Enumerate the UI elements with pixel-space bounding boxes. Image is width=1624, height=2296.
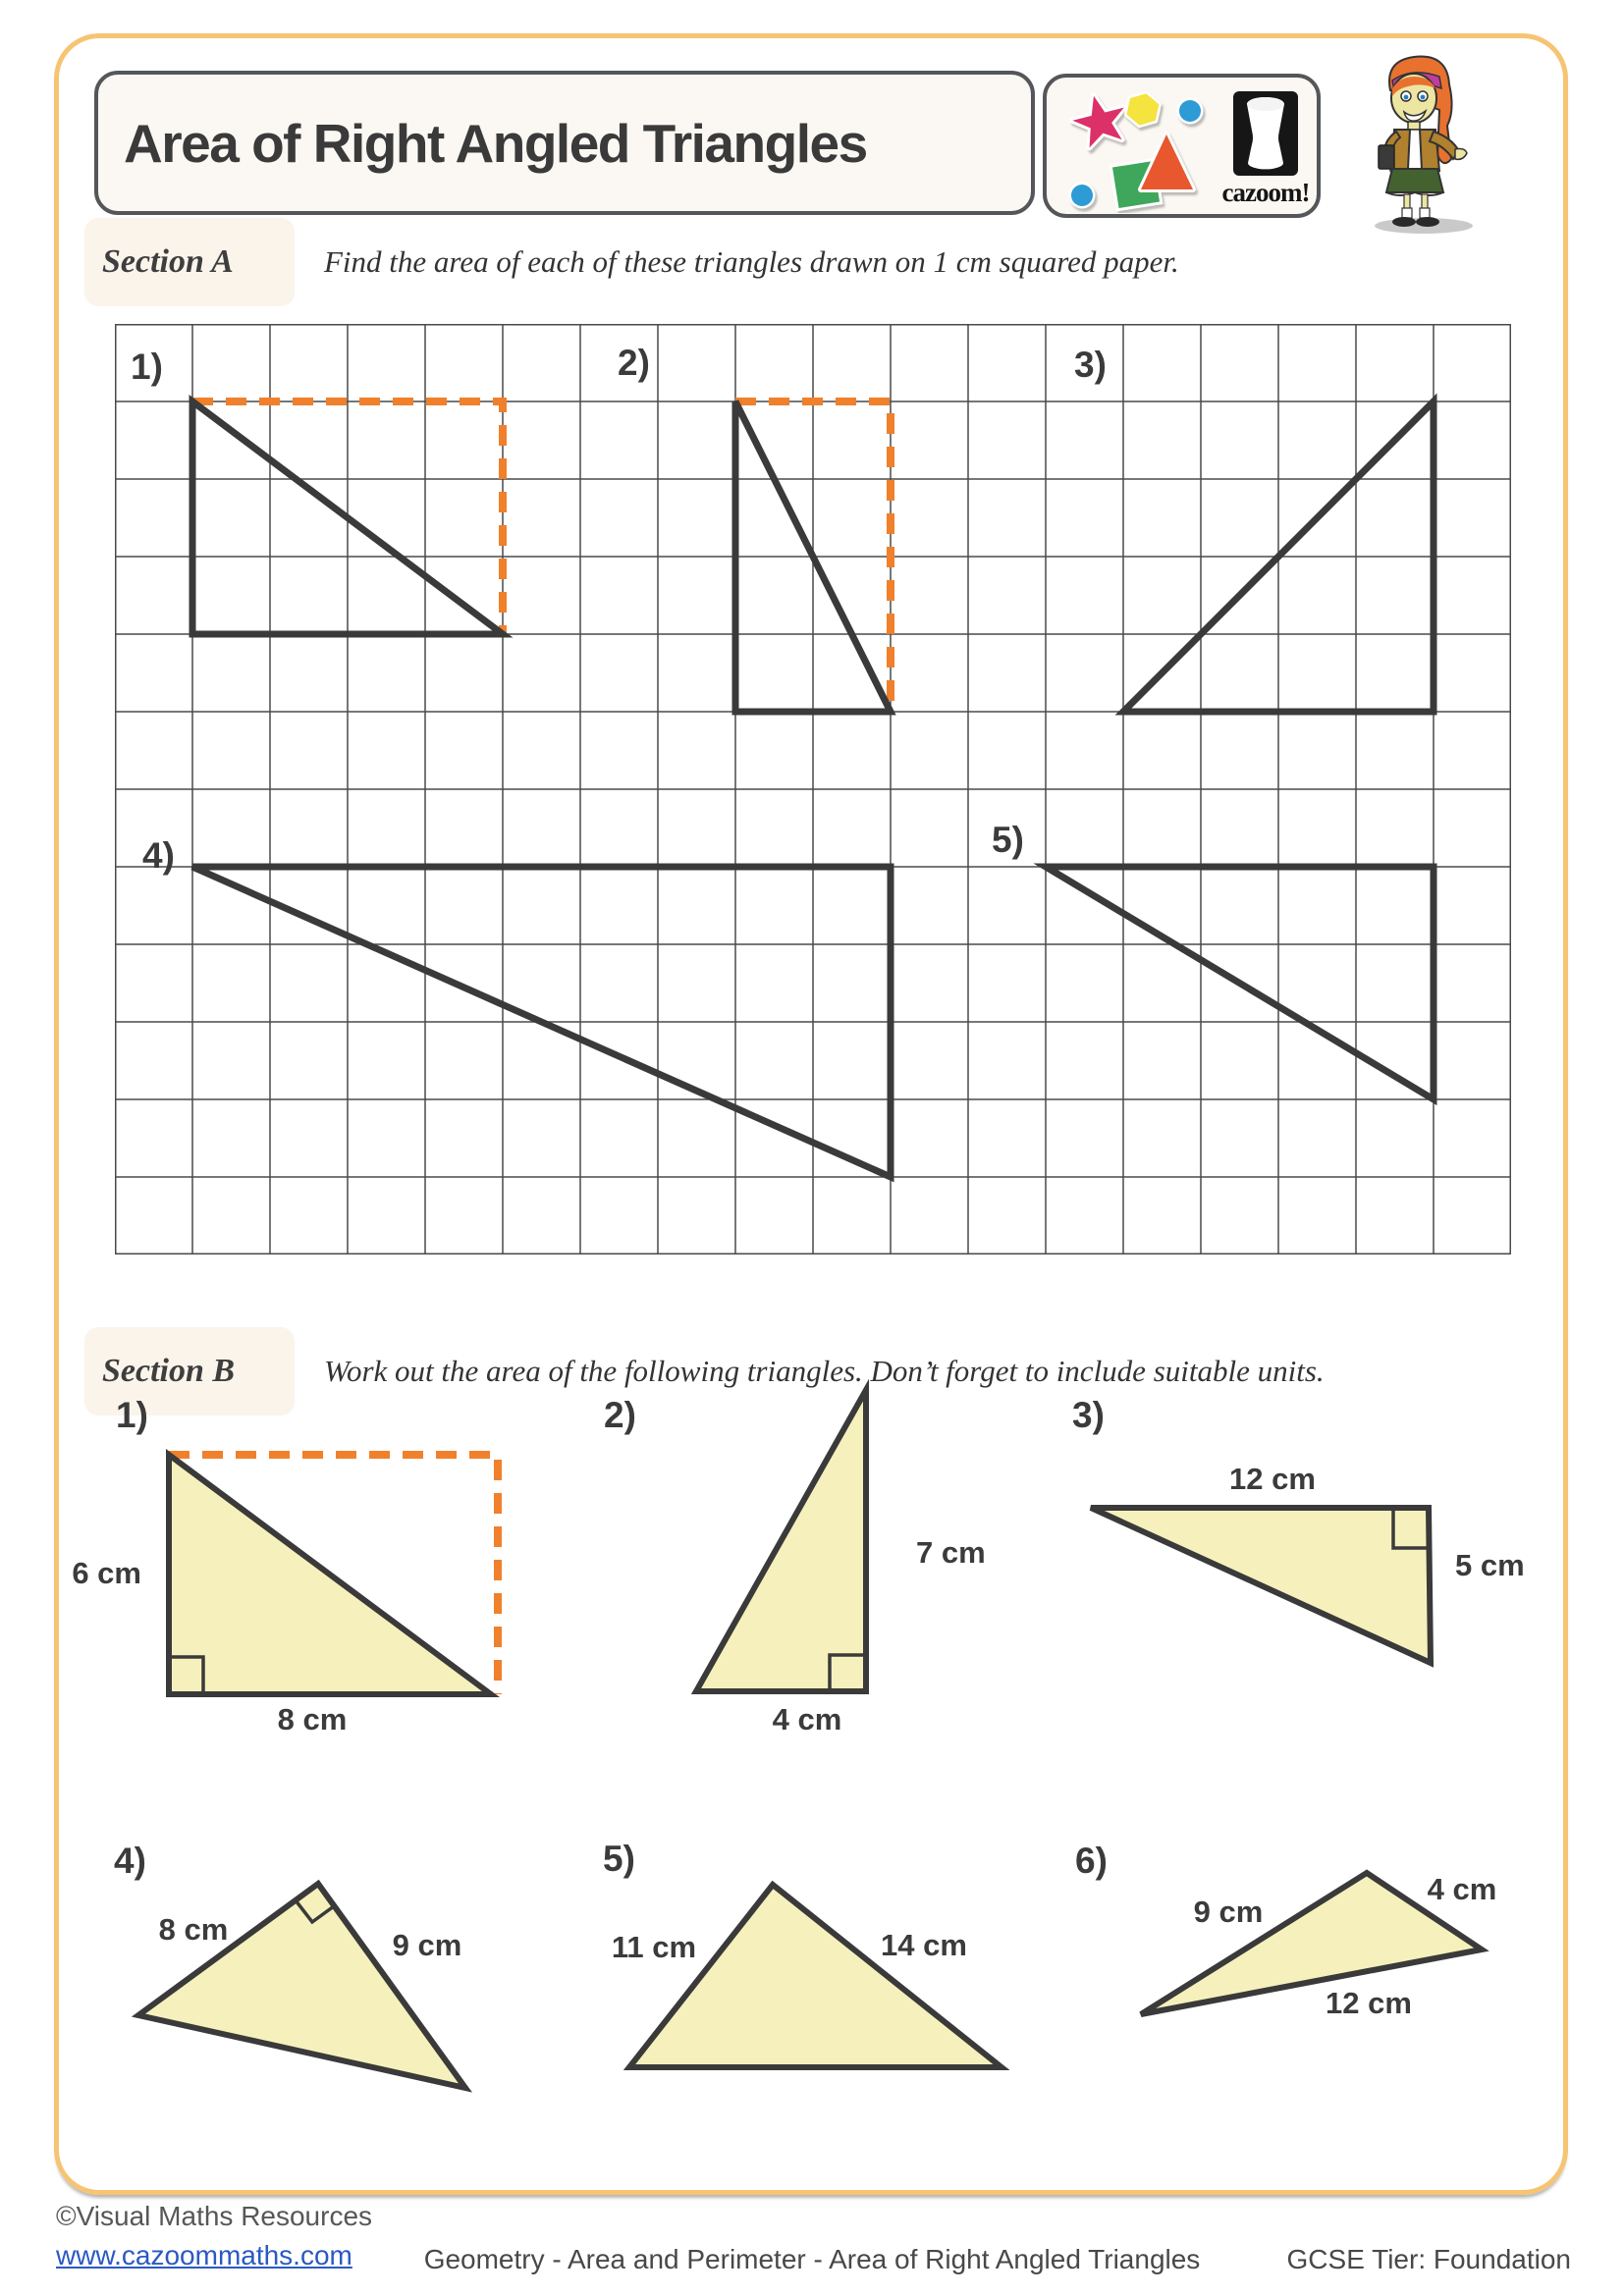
hexagon-icon: [1125, 90, 1161, 129]
question-number: 4): [114, 1841, 146, 1881]
triangle-b5: [629, 1885, 1001, 2067]
section-a-instruction: Find the area of each of these triangles drawn on 1 cm squared paper.: [324, 244, 1179, 279]
side-length-label: 5 cm: [1455, 1548, 1525, 1582]
side-length-label: 14 cm: [881, 1928, 967, 1962]
question-number: 6): [1075, 1841, 1108, 1881]
triangle-b3: [1091, 1508, 1431, 1663]
side-length-label: 4 cm: [772, 1702, 842, 1736]
question-number: 1): [131, 347, 163, 387]
question-number: 1): [116, 1395, 148, 1435]
question-number: 5): [992, 820, 1024, 860]
question-number: 3): [1074, 345, 1107, 385]
section-b-instruction: Work out the area of the following triangles. Don’t forget to include suitable units.: [324, 1354, 1325, 1388]
side-length-label: 9 cm: [1193, 1895, 1264, 1929]
triangle-b1: [169, 1455, 491, 1694]
cazoom-logo-box: [1043, 74, 1321, 218]
cazoom-wordmark: cazoom!: [1221, 178, 1310, 207]
question-number: 5): [603, 1839, 635, 1879]
question-number: 2): [604, 1395, 636, 1435]
star-icon: [1068, 89, 1131, 150]
side-length-label: 11 cm: [611, 1930, 697, 1964]
section-b-figures: [69, 1374, 1581, 2130]
shapes-sticker-icon: [1056, 87, 1214, 213]
copyright: ©Visual Maths Resources: [56, 2201, 373, 2231]
side-length-label: 8 cm: [277, 1702, 348, 1736]
section-a-grid: [115, 324, 1511, 1255]
side-length-label: 12 cm: [1229, 1462, 1316, 1496]
cazoom-drum-icon: [1233, 91, 1298, 176]
circle-icon: [1071, 185, 1093, 206]
footer-tier: GCSE Tier: Foundation: [1286, 2244, 1571, 2274]
cazoom-brand: [1216, 91, 1316, 208]
section-b-label: Section B: [84, 1327, 295, 1415]
side-length-label: 7 cm: [916, 1535, 986, 1570]
side-length-label: 6 cm: [72, 1556, 141, 1590]
side-length-label: 8 cm: [158, 1912, 229, 1947]
question-number: 4): [142, 835, 175, 876]
grid-triangle-5: [1046, 867, 1434, 1099]
side-length-label: 4 cm: [1427, 1872, 1497, 1906]
circle-icon: [1179, 100, 1201, 122]
triangle-b2: [696, 1390, 866, 1691]
side-length-label: 12 cm: [1326, 1986, 1412, 2020]
footer-topic: Geometry - Area and Perimeter - Area of Right Angled Triangles: [423, 2244, 1201, 2274]
mascot-illustration: [1353, 51, 1492, 238]
page-title: Area of Right Angled Triangles: [124, 112, 867, 174]
section-a-label: Section A: [84, 218, 295, 306]
side-length-label: 9 cm: [392, 1928, 462, 1962]
website-link[interactable]: www.cazoommaths.com: [56, 2240, 352, 2270]
question-number: 3): [1072, 1395, 1105, 1435]
worksheet-title-box: [94, 71, 1035, 215]
question-number: 2): [618, 343, 650, 383]
